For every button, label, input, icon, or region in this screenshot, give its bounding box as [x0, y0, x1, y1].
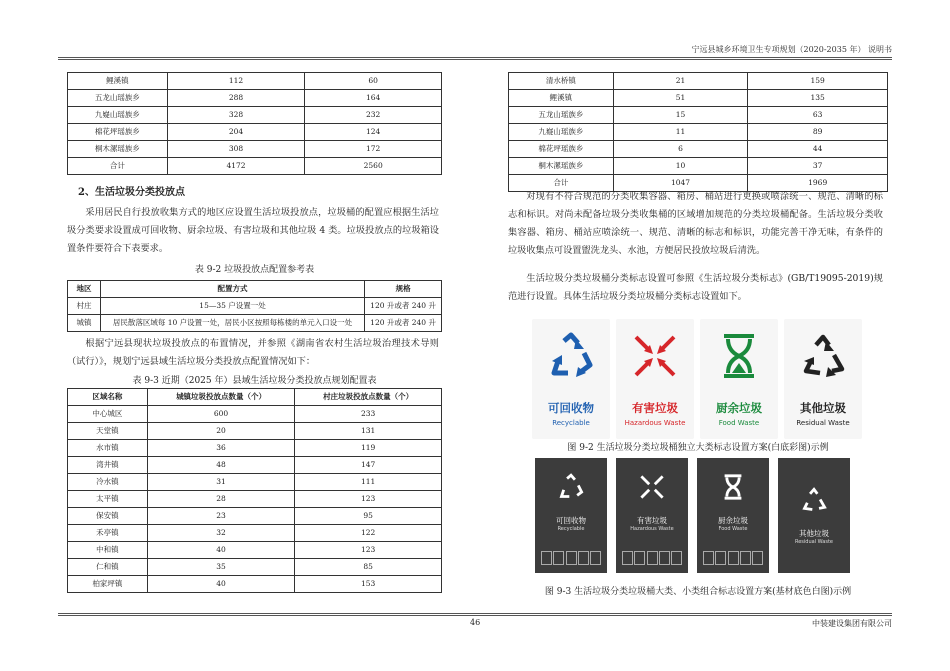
table-cell: 44	[748, 141, 888, 158]
table-cell: 合计	[68, 158, 168, 175]
table-continuation-left	[67, 72, 442, 175]
table-cell: 冷水镇	[68, 474, 148, 491]
table-cell: 111	[295, 474, 442, 491]
table-cell: 合计	[509, 175, 614, 192]
table-9-2	[67, 280, 442, 332]
table-cell: 40	[147, 576, 295, 593]
column-header: 地区	[68, 281, 101, 298]
table-cell: 中心城区	[68, 406, 148, 423]
sign-food-waste	[700, 319, 778, 439]
table-cell: 清水桥镇	[509, 73, 614, 90]
table-cell: 131	[295, 423, 442, 440]
table-cell: 鲤溪镇	[68, 73, 168, 90]
table-cell: 124	[305, 124, 442, 141]
district-row	[509, 90, 888, 107]
district-row	[68, 406, 442, 423]
continuation-row	[68, 73, 442, 90]
config-row	[68, 315, 442, 332]
column-header: 区域名称	[68, 389, 148, 406]
table-cell: 禾亭镇	[68, 525, 148, 542]
sign-label-en: Hazardous Waste	[630, 526, 674, 532]
table-cell: 中和镇	[68, 542, 148, 559]
dark-sign-food-waste	[697, 458, 769, 573]
table-cell: 85	[295, 559, 442, 576]
table-cell: 23	[147, 508, 295, 525]
table-cell: 204	[167, 124, 305, 141]
table-cell: 10	[613, 158, 748, 175]
table-cell: 4172	[167, 158, 305, 175]
table-cell: 233	[295, 406, 442, 423]
table-cell: 桐木漯瑶族乡	[509, 158, 614, 175]
table-cell: 123	[295, 542, 442, 559]
page-header: 宁远县城乡环境卫生专项规划（2020-2035 年） 说明书	[691, 45, 892, 54]
triangle-icon	[800, 486, 828, 514]
table-cell: 40	[147, 542, 295, 559]
district-row	[68, 491, 442, 508]
continuation-row	[68, 107, 442, 124]
footer-rule	[58, 613, 892, 616]
district-row	[68, 542, 442, 559]
district-row	[68, 440, 442, 457]
column-header: 规格	[365, 281, 442, 298]
table-cell: 95	[295, 508, 442, 525]
hourglass-icon	[719, 473, 747, 501]
table-cell: 600	[147, 406, 295, 423]
district-row	[68, 457, 442, 474]
table-cell: 太平镇	[68, 491, 148, 508]
table-cell: 棉花坪瑶族乡	[509, 141, 614, 158]
table-9-3-continuation	[508, 72, 888, 192]
table-cell: 147	[295, 457, 442, 474]
sign-recyclable	[532, 319, 610, 439]
table-9-3	[67, 388, 442, 593]
continuation-row	[68, 141, 442, 158]
table-cell: 天堂镇	[68, 423, 148, 440]
table-cell: 28	[147, 491, 295, 508]
table-cell: 21	[613, 73, 748, 90]
column-header: 配置方式	[100, 281, 364, 298]
table-cell: 15—35 户设置一处	[100, 298, 364, 315]
district-row	[509, 141, 888, 158]
table-cell: 135	[748, 90, 888, 107]
table-cell: 32	[147, 525, 295, 542]
dark-sign-recyclable	[535, 458, 607, 573]
table-cell: 153	[295, 576, 442, 593]
sign-label-en: Hazardous Waste	[624, 419, 686, 427]
continuation-row	[68, 158, 442, 175]
sign-label-cn: 可回收物	[548, 401, 594, 415]
table-cell: 112	[167, 73, 305, 90]
sign-label-cn: 厨余垃圾	[718, 516, 748, 525]
table-cell: 37	[748, 158, 888, 175]
table-cell: 89	[748, 124, 888, 141]
table-cell: 120 升或者 240 升	[365, 298, 442, 315]
config-row	[68, 298, 442, 315]
table-cell: 51	[613, 90, 748, 107]
table-header-row	[68, 389, 442, 406]
figure-9-3	[535, 458, 860, 576]
table-cell: 20	[147, 423, 295, 440]
dark-sign-hazardous	[616, 458, 688, 573]
sign-label-cn: 有害垃圾	[637, 516, 667, 525]
district-row	[68, 576, 442, 593]
hazard-arrows-icon	[638, 473, 666, 501]
table-cell: 120 升或者 240 升	[365, 315, 442, 332]
table-cell: 九嶷山瑶族乡	[68, 107, 168, 124]
sign-label-cn: 其他垃圾	[800, 401, 846, 415]
sign-label-cn: 其他垃圾	[799, 529, 829, 538]
table-header-row	[68, 281, 442, 298]
figure-9-2-caption: 图 9-2 生活垃圾分类垃圾桶独立大类标志设置方案(白底彩图)示例	[567, 443, 829, 453]
table-cell: 31	[147, 474, 295, 491]
district-row	[509, 124, 888, 141]
district-row	[68, 525, 442, 542]
table-cell: 232	[305, 107, 442, 124]
continuation-row	[68, 90, 442, 107]
figure-9-2	[530, 317, 865, 441]
section-heading: 2、生活垃圾分类投放点	[78, 187, 185, 198]
paragraph-standard: 生活垃圾分类垃圾桶分类标志设置可参照《生活垃圾分类标志》(GB/T19095-2019)规范进行设置。具体生活垃圾分类垃圾桶分类标志设置如下。	[508, 273, 883, 302]
paragraph-basis: 根据宁远县现状垃圾投放点的布置情况，并参照《湖南省农村生活垃圾治理技术导则（试行）》，规划宁远县域生活垃圾分类投放点配置情况如下：	[67, 338, 439, 367]
table-cell: 五龙山瑶族乡	[68, 90, 168, 107]
table-cell: 6	[613, 141, 748, 158]
sign-label-en: Residual Waste	[796, 419, 850, 427]
sub-category-icons	[541, 551, 601, 565]
table-cell: 居民散落区域每 10 户设置一处，居民小区按照每栋楼的单元入口设一处	[100, 315, 364, 332]
table-cell: 村庄	[68, 298, 101, 315]
table-cell: 桐木漯瑶族乡	[68, 141, 168, 158]
company-name: 中装建设集团有限公司	[812, 619, 892, 628]
district-row	[68, 508, 442, 525]
table-cell: 九嶷山瑶族乡	[509, 124, 614, 141]
table-cell: 柏家坪镇	[68, 576, 148, 593]
sub-category-icons	[622, 551, 682, 565]
figure-9-3-caption: 图 9-3 生活垃圾分类垃圾桶大类、小类组合标志设置方案(基材底色白图)示例	[544, 587, 852, 597]
table-cell: 63	[748, 107, 888, 124]
table-cell: 湾井镇	[68, 457, 148, 474]
sign-residual	[784, 319, 862, 439]
recycle-icon	[546, 331, 596, 381]
sign-label-en: Food Waste	[718, 526, 748, 532]
table-cell: 1969	[748, 175, 888, 192]
district-row	[68, 559, 442, 576]
table-cell: 60	[305, 73, 442, 90]
dark-sign-residual	[778, 458, 850, 573]
table-cell: 36	[147, 440, 295, 457]
table-cell: 11	[613, 124, 748, 141]
table-cell: 保安镇	[68, 508, 148, 525]
sign-label-en: Residual Waste	[794, 539, 834, 545]
district-row	[509, 158, 888, 175]
table-cell: 122	[295, 525, 442, 542]
sign-hazardous	[616, 319, 694, 439]
paragraph-containers: 对现有不符合规范的分类收集容器、箱房、桶站进行更换或喷涂统一、规范、清晰的标志和标识。对尚未配备垃圾分类收集桶的区域增加规范的分类垃圾桶配备。生活垃圾分类收集容器、箱房、桶站应喷涂统一、规范、清晰的标志和标识，功能完善干净无味，有条件的垃圾收集点可设置盥洗龙头、水池，方便居民投放垃圾后清洗。	[508, 191, 883, 256]
sign-label-cn: 有害垃圾	[632, 401, 678, 415]
table-cell: 城镇	[68, 315, 101, 332]
table-cell: 172	[305, 141, 442, 158]
column-header: 城镇垃圾投放点数量（个）	[147, 389, 295, 406]
table-cell: 123	[295, 491, 442, 508]
district-row	[509, 73, 888, 90]
sign-label-en: Recyclable	[552, 419, 590, 427]
district-row	[68, 423, 442, 440]
table-cell: 119	[295, 440, 442, 457]
hourglass-icon	[714, 331, 764, 381]
sign-label-en: Recyclable	[557, 526, 585, 532]
paragraph-intro: 采用居民自行投放收集方式的地区应设置生活垃圾投放点，垃圾桶的配置应根据生活垃圾分类要求设置成可回收物、厨余垃圾、有害垃圾和其他垃圾 4 类。垃圾投放点的垃圾箱设置条件要符合下表要求。	[67, 207, 439, 254]
recycle-icon	[557, 473, 585, 501]
table-cell: 164	[305, 90, 442, 107]
table-cell: 鲤溪镇	[509, 90, 614, 107]
table-cell: 308	[167, 141, 305, 158]
table-cell: 288	[167, 90, 305, 107]
table-cell: 2560	[305, 158, 442, 175]
table-cell: 159	[748, 73, 888, 90]
table-cell: 48	[147, 457, 295, 474]
district-row	[509, 107, 888, 124]
sign-label-cn: 可回收物	[556, 516, 586, 525]
table-cell: 1047	[613, 175, 748, 192]
table-cell: 仁和镇	[68, 559, 148, 576]
sign-label-en: Food Waste	[718, 419, 760, 427]
continuation-row	[68, 124, 442, 141]
table-cell: 328	[167, 107, 305, 124]
table-9-3-caption: 表 9-3 近期（2025 年）县域生活垃圾分类投放点规划配置表	[132, 376, 377, 386]
sub-category-icons	[703, 551, 763, 565]
table-cell: 棉花坪瑶族乡	[68, 124, 168, 141]
district-row	[68, 474, 442, 491]
table-cell: 水市镇	[68, 440, 148, 457]
column-header: 村庄垃圾投放点数量（个）	[295, 389, 442, 406]
table-cell: 五龙山瑶族乡	[509, 107, 614, 124]
table-cell: 35	[147, 559, 295, 576]
triangle-icon	[798, 331, 848, 381]
table-9-2-caption: 表 9-2 垃圾投放点配置参考表	[194, 265, 315, 275]
table-cell: 15	[613, 107, 748, 124]
header-rule	[58, 57, 892, 60]
sign-label-cn: 厨余垃圾	[716, 401, 762, 415]
page-number: 46	[470, 618, 481, 627]
hazard-arrows-icon	[630, 331, 680, 381]
